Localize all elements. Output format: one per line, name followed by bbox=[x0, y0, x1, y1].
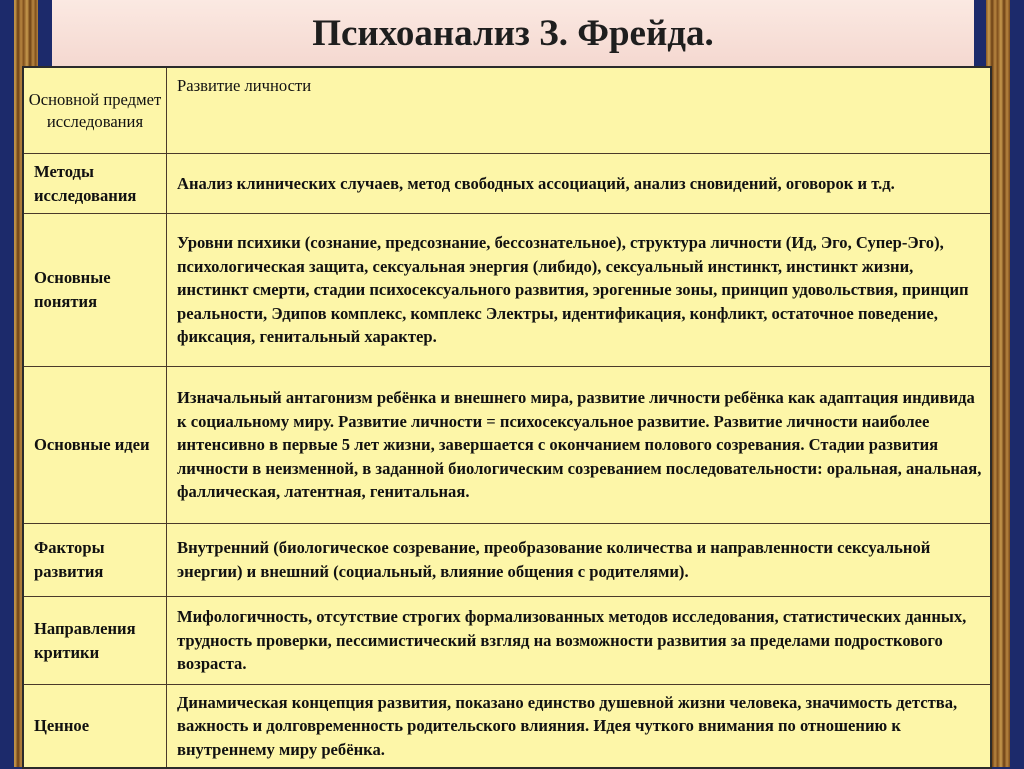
table-row bbox=[23, 154, 991, 214]
freud-summary-table bbox=[22, 66, 992, 769]
row-content: Мифологичность, отсутствие строгих формализованных методов исследования, статистических данных, трудность проверки, пессимистический взгляд на возможности развития за пределами подросткового возраста. bbox=[167, 597, 992, 685]
row-content: Развитие личности bbox=[167, 67, 992, 154]
row-content: Анализ клинических случаев, метод свободных ассоциаций, анализ сновидений, оговорок и т.д. bbox=[167, 154, 992, 214]
row-content: Динамическая концепция развития, показано единство душевной жизни человека, значимость детства, важность и долговременность родительского влияния. Идея чуткого внимания по отношению к внутреннему миру ребёнка. bbox=[167, 685, 992, 769]
row-label: Методы исследования bbox=[23, 154, 167, 214]
table-row bbox=[23, 524, 991, 597]
table-row bbox=[23, 367, 991, 524]
row-content: Внутренний (биологическое созревание, преобразование количества и направленности сексуальной энергии) и внешний (социальный, влияние общения с родителями). bbox=[167, 524, 992, 597]
table-row bbox=[23, 67, 991, 154]
row-label: Факторы развития bbox=[23, 524, 167, 597]
table-row bbox=[23, 214, 991, 367]
row-label: Основные идеи bbox=[23, 367, 167, 524]
table-row bbox=[23, 597, 991, 685]
row-label: Направления критики bbox=[23, 597, 167, 685]
row-label: Ценное bbox=[23, 685, 167, 769]
row-content: Уровни психики (сознание, предсознание, бессознательное), структура личности (Ид, Эго, Супер-Эго), психологическая защита, сексуальная энергия (либидо), сексуальный инстинкт, инстинкт жизни, инстинкт смерти, стадии психосексуального развития, эрогенные зоны, принцип удовольствия, принцип реальности, Эдипов комплекс, комплекс Электры, идентификация, конфликт, остаточное поведение, фиксация, генитальный характер. bbox=[167, 214, 992, 367]
title-bar bbox=[52, 0, 974, 70]
row-content: Изначальный антагонизм ребёнка и внешнего мира, развитие личности ребёнка как адаптация индивида к социальному миру. Развитие личности = психосексуальное развитие. Развитие личности наиболее интенсивно в первые 5 лет жизни, завершается с окончанием полового созревания. Стадии развития личности в неизменной, в заданной биологическим созреванием последовательности: оральная, анальная, фаллическая, латентная, генитальная. bbox=[167, 367, 992, 524]
row-label: Основной предмет исследования bbox=[23, 67, 167, 154]
row-label: Основные понятия bbox=[23, 214, 167, 367]
slide-title: Психоанализ З. Фрейда. bbox=[312, 13, 714, 54]
table-row bbox=[23, 685, 991, 769]
